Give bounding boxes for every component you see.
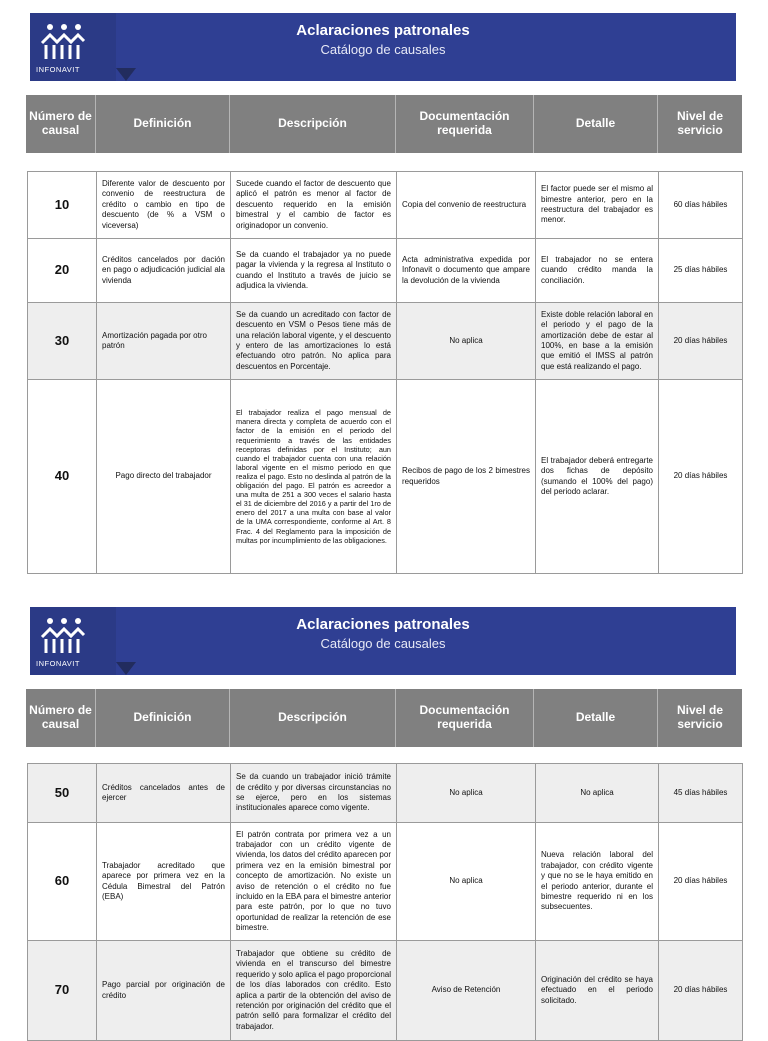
col-nivel: Nivel de servicio [676,703,724,731]
logo-text: INFONAVIT [36,659,80,668]
row-service-level: 60 días hábiles [659,172,743,239]
col-definicion: Definición [96,95,230,153]
banner-notch [116,68,136,81]
row-number: 20 [28,239,97,303]
row-definition: Créditos cancelados por dación en pago o adjudicación judicial ala vivienda [97,239,231,303]
row-definition: Créditos cancelados antes de ejercer [97,764,231,823]
col-descripcion: Descripción [230,689,396,747]
banner-title: Aclaraciones patronales [296,22,470,39]
table-header-2 [26,689,742,747]
row-number: 60 [28,823,97,941]
row-detail: No aplica [536,764,659,823]
row-definition: Amortización pagada por otro patrón [97,303,231,380]
causales-table-2 [27,763,743,1041]
row-service-level: 20 días hábiles [659,823,743,941]
col-numero: Número de causal [26,95,96,153]
banner-subtitle: Catálogo de causales [320,636,446,651]
row-detail: El trabajador no se entera cuando crédito manda la conciliación. [536,239,659,303]
banner-title: Aclaraciones patronales [296,616,470,633]
table-row [28,764,743,823]
row-description: Se da cuando un trabajador inició trámite de crédito y por diversas circunstancias no se ejerce, pero en los sistemas institucionales aparece como vigente. [231,764,397,823]
row-definition: Diferente valor de descuento por convenio de reestructura de crédito o cambio en tipo de descuento (de % a VSM o viceversa) [97,172,231,239]
col-descripcion: Descripción [230,95,396,153]
table-row [28,239,743,303]
row-description: El trabajador realiza el pago mensual de manera directa y completa de acuerdo con el factor de la emisión en el periodo del requerimiento a través de las entidades receptoras definidas por el Instituto; aun cuando el trabajador cuenta con una relación laboral vigente en el mismo periodo en que realiza el pago. Esto no deslinda al patrón de la obligación del pago. El patrón es acreedor a una multa de 251 a 300 veces el salario hasta el 31 de diciembre del 2016 y a partir del 1ro de enero del 2017 a una multa con base al valor de la UMA correspondiente, conforme al Art. 8 Frac. 4 del Reglamento para la imposición de multas por incumplimiento de las obligaciones. [231,380,397,574]
row-documentation: Recibos de pago de los 2 bimestres requeridos [397,380,536,574]
table-row [28,941,743,1041]
table-row [28,303,743,380]
row-documentation: Aviso de Retención [397,941,536,1041]
col-detalle: Detalle [534,689,658,747]
row-number: 30 [28,303,97,380]
table-row [28,823,743,941]
row-detail: Originación del crédito se haya efectuado en el periodo solicitado. [536,941,659,1041]
row-description: Sucede cuando el factor de descuento que aplicó el patrón es menor al factor de descuento requerido en la emisión bimestral y el cambio de factor es originadopor un convenio. [231,172,397,239]
row-documentation: No aplica [397,823,536,941]
table-header-1 [26,95,742,153]
col-detalle: Detalle [534,95,658,153]
row-service-level: 20 días hábiles [659,380,743,574]
row-documentation: No aplica [397,303,536,380]
logo-text: INFONAVIT [36,65,80,74]
row-definition: Pago parcial por originación de crédito [97,941,231,1041]
col-documentacion: Documentación requerida [396,689,534,747]
row-description: El patrón contrata por primera vez a un trabajador con un crédito vigente de vivienda, los datos del crédito aparecen por primera vez en la emisión bimestral por concepto de amortización. No existe un aviso de retención o el crédito no fue incluido en la EBA para el bimestre anterior para este patrón, por lo que no tuvo oportunidad de realizar la retención de ese bimestre. [231,823,397,941]
row-documentation: Acta administrativa expedida por Infonavit o documento que ampare la devolución de la vivienda [397,239,536,303]
row-service-level: 45 días hábiles [659,764,743,823]
col-nivel: Nivel de servicio [676,109,724,137]
table-row [28,380,743,574]
header-banner-2 [30,607,736,675]
row-service-level: 20 días hábiles [659,941,743,1041]
row-documentation: Copia del convenio de reestructura [397,172,536,239]
row-detail: Existe doble relación laboral en el periodo y el pago de la amortización debe de estar al 100%, en base a la emisión que emitió el IMSS al patrón que está realizando el pago. [536,303,659,380]
col-numero: Número de causal [26,689,96,747]
row-number: 40 [28,380,97,574]
row-documentation: No aplica [397,764,536,823]
col-definicion: Definición [96,689,230,747]
row-number: 70 [28,941,97,1041]
row-service-level: 20 días hábiles [659,303,743,380]
row-number: 10 [28,172,97,239]
row-description: Trabajador que obtiene su crédito de vivienda en el transcurso del bimestre requerido y solo aplica el pago proporcional de los días laborados con crédito. Esto aplica a partir de la obtención del aviso de retención por originación del crédito que el patrón selló para formalizar el crédito del trabajador. [231,941,397,1041]
row-detail: Nueva relación laboral del trabajador, con crédito vigente y que no se le haya emitido en el periodo anterior, durante el bimestre requerido ni en los subsecuentes. [536,823,659,941]
row-definition: Pago directo del trabajador [97,380,231,574]
col-documentacion: Documentación requerida [396,95,534,153]
row-service-level: 25 días hábiles [659,239,743,303]
row-description: Se da cuando un acreditado con factor de descuento en VSM o Pesos tiene más de una relación laboral vigente, y el descuento y entero de las amortizaciones lo está efectuando otro patrón. No aplica para descuentos en Porcentaje. [231,303,397,380]
table-row [28,172,743,239]
row-number: 50 [28,764,97,823]
header-banner-1 [30,13,736,81]
row-detail: El trabajador deberá entregarte dos fichas de depósito (sumando el 100% del pago) del periodo aclarar. [536,380,659,574]
row-detail: El factor puede ser el mismo al bimestre anterior, pero en la reestructura del trabajador es menor. [536,172,659,239]
banner-subtitle: Catálogo de causales [320,42,446,57]
row-description: Se da cuando el trabajador ya no puede pagar la vivienda y la regresa al Instituto o cuando el Instituto a través de juicio se adjudica la vivienda. [231,239,397,303]
row-definition: Trabajador acreditado que aparece por primera vez en la Cédula Bimestral del Patrón (EBA) [97,823,231,941]
causales-table-1 [27,171,743,574]
banner-notch [116,662,136,675]
